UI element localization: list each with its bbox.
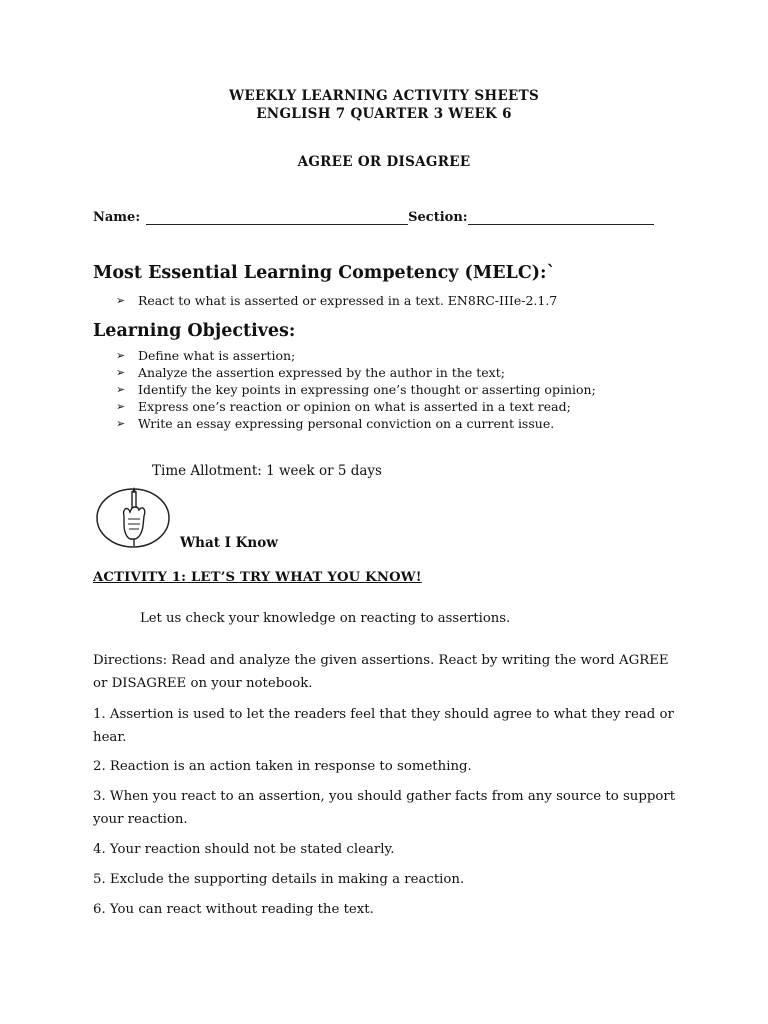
arrow-bullet-icon: ➢ — [116, 294, 126, 307]
arrow-bullet-icon: ➢ — [116, 383, 126, 396]
section-label: Section: — [408, 210, 468, 225]
list-item: ➢ Define what is assertion; — [116, 348, 296, 363]
arrow-bullet-icon: ➢ — [116, 349, 126, 362]
pencil-hand-icon — [95, 486, 173, 550]
assertion-item-6: 6. You can react without reading the text. — [93, 902, 374, 917]
activity-title: ACTIVITY 1: LET’S TRY WHAT YOU KNOW! — [93, 570, 422, 585]
list-item: ➢ React to what is asserted or expressed in a text. EN8RC-IIIe-2.1.7 — [116, 293, 558, 308]
list-item: ➢ Analyze the assertion expressed by the author in the text; — [116, 365, 505, 380]
time-allotment: Time Allotment: 1 week or 5 days — [152, 463, 382, 479]
name-section-row — [93, 210, 654, 225]
objectives-heading: Learning Objectives: — [93, 321, 296, 341]
melc-list — [116, 292, 557, 309]
name-blank[interactable] — [146, 212, 408, 225]
document-title: AGREE OR DISAGREE — [297, 154, 471, 170]
assertion-item-1: 1. Assertion is used to let the readers feel that they should agree to what they read or hear. — [93, 707, 674, 745]
melc-heading: Most Essential Learning Competency (MELC):` — [93, 263, 556, 283]
assertion-item-5: 5. Exclude the supporting details in making a reaction. — [93, 872, 465, 887]
arrow-bullet-icon: ➢ — [116, 417, 126, 430]
header-line-2: ENGLISH 7 QUARTER 3 WEEK 6 — [256, 106, 512, 122]
objectives-list — [116, 347, 596, 432]
arrow-bullet-icon: ➢ — [116, 366, 126, 379]
assertion-item-2: 2. Reaction is an action taken in response to something. — [93, 759, 472, 774]
section-blank[interactable] — [468, 212, 654, 225]
arrow-bullet-icon: ➢ — [116, 400, 126, 413]
list-item: ➢ Write an essay expressing personal conviction on a current issue. — [116, 416, 555, 431]
assertion-item-3: 3. When you react to an assertion, you should gather facts from any source to support your reaction. — [93, 789, 676, 827]
what-i-know-label: What I Know — [180, 535, 278, 551]
list-item: ➢ Express one’s reaction or opinion on what is asserted in a text read; — [116, 399, 571, 414]
directions: Directions: Read and analyze the given assertions. React by writing the word AGREE or DISAGREE on your notebook. — [93, 653, 669, 691]
name-label: Name: — [93, 210, 141, 225]
header-line-1: WEEKLY LEARNING ACTIVITY SHEETS — [228, 88, 540, 104]
list-item: ➢ Identify the key points in expressing one’s thought or asserting opinion; — [116, 382, 596, 397]
activity-intro: Let us check your knowledge on reacting to assertions. — [140, 611, 511, 626]
assertion-item-4: 4. Your reaction should not be stated clearly. — [93, 842, 395, 857]
